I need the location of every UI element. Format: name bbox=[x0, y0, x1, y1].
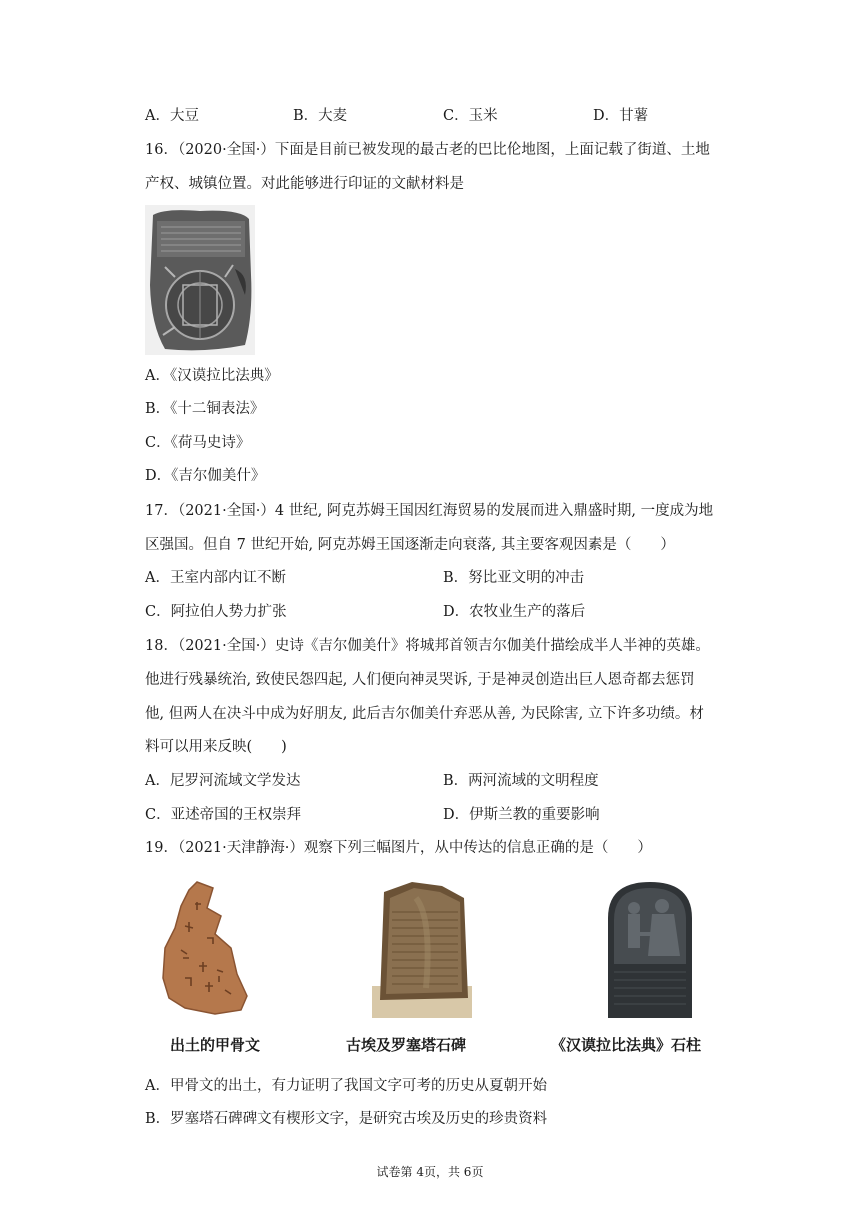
caption-rosetta-stone: 古埃及罗塞塔石碑 bbox=[346, 1036, 467, 1054]
q18-option-c: C．亚述帝国的王权崇拜 bbox=[145, 807, 302, 823]
q17-stem-line2: 区强国。但自 7 世纪开始, 阿克苏姆王国逐渐走向衰落, 其主要客观因素是（ ） bbox=[145, 537, 675, 553]
q19-option-a: A．甲骨文的出土，有力证明了我国文字可考的历史从夏朝开始 bbox=[145, 1078, 547, 1094]
q18-stem-line3: 他, 但两人在决斗中成为好朋友, 此后吉尔伽美什弃恶从善, 为民除害, 立下许多功绩。材 bbox=[145, 706, 704, 722]
rosetta-stone-image bbox=[372, 878, 472, 1018]
q19-stem-line1: 19．（2021·天津静海·）观察下列三幅图片，从中传达的信息正确的是（ ） bbox=[145, 840, 652, 856]
q18-option-b: B．两河流域的文明程度 bbox=[443, 773, 599, 789]
page-footer: 试卷第 4页，共 6页 bbox=[376, 1165, 484, 1179]
hammurabi-stele-image bbox=[600, 878, 700, 1018]
q18-option-a: A．尼罗河流域文学发达 bbox=[145, 773, 301, 789]
q18-stem-line2: 他进行残暴统治, 致使民怨四起, 人们便向神灵哭诉, 于是神灵创造出巨人恩奇都去惩罚 bbox=[145, 672, 695, 688]
q18-option-d: D．伊斯兰教的重要影响 bbox=[443, 807, 600, 823]
q16-option-b: B．《十二铜表法》 bbox=[145, 401, 265, 417]
oracle-bone-image bbox=[155, 878, 255, 1018]
q16-option-d: D．《吉尔伽美什》 bbox=[145, 468, 266, 484]
q15-option-b: B．大麦 bbox=[293, 108, 348, 124]
q18-stem-line1: 18．（2021·全国·）史诗《吉尔伽美什》将城邦首领吉尔伽美什描绘成半人半神的英雄。 bbox=[145, 638, 710, 654]
q15-option-c: C．玉米 bbox=[443, 108, 498, 124]
q17-option-c: C．阿拉伯人势力扩张 bbox=[145, 604, 287, 620]
q15-option-d: D．甘薯 bbox=[593, 108, 649, 124]
q16-stem-line2: 产权、城镇位置。对此能够进行印证的文献材料是 bbox=[145, 176, 464, 192]
q16-stem-line1: 16．（2020·全国·）下面是目前已被发现的最古老的巴比伦地图，上面记载了街道、土地 bbox=[145, 142, 710, 158]
q18-stem-line4: 料可以用来反映( ) bbox=[145, 739, 287, 755]
q17-option-a: A．王室内部内讧不断 bbox=[145, 570, 286, 586]
caption-oracle-bone: 出土的甲骨文 bbox=[170, 1036, 261, 1054]
q17-option-d: D．农牧业生产的落后 bbox=[443, 604, 586, 620]
caption-hammurabi-stele: 《汉谟拉比法典》石柱 bbox=[551, 1036, 702, 1054]
babylonian-map-tablet-image bbox=[145, 205, 255, 355]
q17-stem-line1: 17．（2021·全国·）4 世纪, 阿克苏姆王国因红海贸易的发展而进入鼎盛时期, 一度成为地 bbox=[145, 503, 714, 519]
q16-option-c: C．《荷马史诗》 bbox=[145, 435, 251, 451]
q16-option-a: A．《汉谟拉比法典》 bbox=[145, 368, 279, 384]
q17-option-b: B．努比亚文明的冲击 bbox=[443, 570, 585, 586]
q19-option-b: B．罗塞塔石碑碑文有楔形文字，是研究古埃及历史的珍贵资料 bbox=[145, 1111, 548, 1127]
q15-option-a: A．大豆 bbox=[145, 108, 199, 124]
